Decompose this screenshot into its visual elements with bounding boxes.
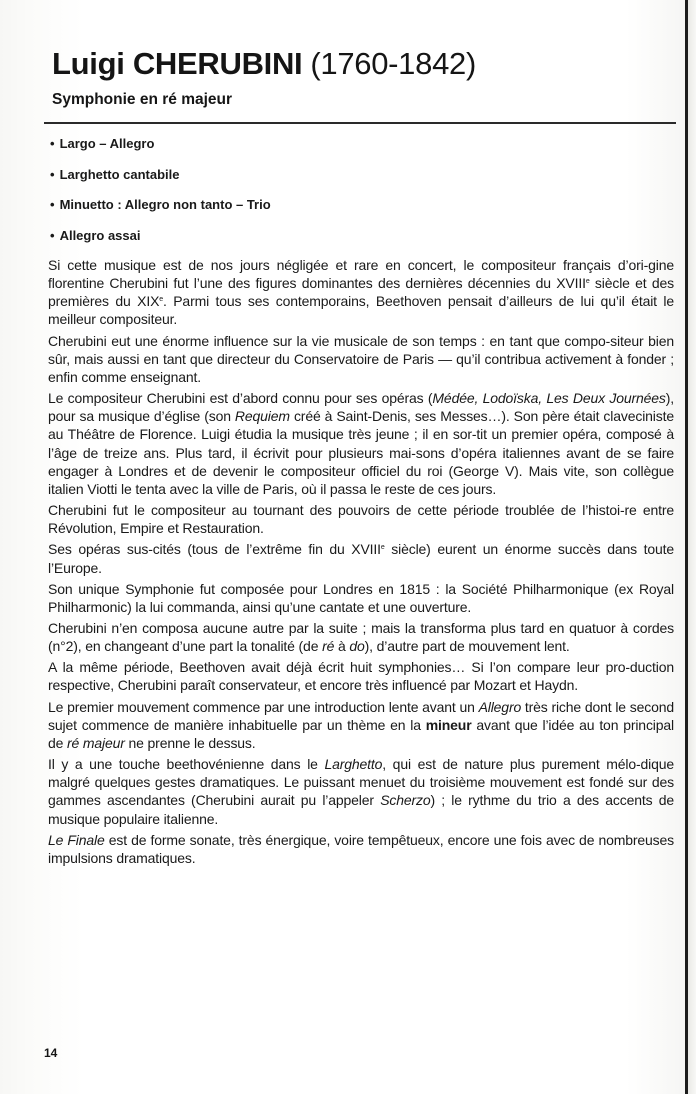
movement-item — [50, 195, 271, 226]
italic-text: Médée, Lodoïska, Les Deux Journées — [432, 390, 666, 407]
text-run: ), pour sa musique d’église (son — [48, 390, 675, 425]
work-title: Symphonie en ré majeur — [52, 91, 233, 108]
superscript: e — [585, 278, 590, 286]
text-run: Son unique Symphonie fut composée pour Londres en 1815 : la Société Philharmonique (ex Royal Philharmonic) la lui commanda, ainsi qu’une cantate et une ouverture. — [48, 580, 674, 615]
text-run: Cherubini eut une énorme influence sur la vie musicale de son temps : en tant que compo-siteur bien sûr, mais aussi en tant que directeur du Conservatoire de Paris — qu’il contribua activement à fonder ; enfin comme enseignant. — [48, 332, 674, 385]
paragraph — [48, 698, 674, 752]
bullet-icon: • — [50, 136, 55, 151]
movement-label: Larghetto cantabile — [59, 166, 180, 182]
paragraph — [48, 580, 674, 616]
italic-text: Scherzo — [380, 792, 431, 809]
page-title — [52, 44, 476, 84]
text-run: Le compositeur Cherubini est d’abord connu pour ses opéras ( — [48, 390, 433, 407]
text-run: Ses opéras sus-cités (tous de l’extrême fin du XVIII — [48, 541, 381, 558]
movement-item — [50, 134, 271, 165]
italic-text: ré majeur — [67, 734, 125, 751]
paragraph — [48, 831, 674, 867]
bullet-icon: • — [50, 197, 55, 212]
header-rule — [44, 122, 676, 124]
text-run: ne prenne le dessus. — [124, 734, 256, 751]
paragraph — [48, 389, 674, 498]
page-edge-line — [685, 0, 688, 1094]
text-run: ), d’autre part de mouvement lent. — [364, 638, 570, 655]
text-run: Cherubini n’en composa aucune autre par la suite ; mais la transforma plus tard en quatuor à cordes (n°2), en changeant d’une part la tonalité (de — [48, 619, 674, 655]
superscript: e — [380, 544, 385, 552]
composer-dates: (1760-1842) — [310, 46, 476, 81]
text-run: siècle) eurent un énorme succès dans toute l’Europe. — [48, 541, 674, 576]
paragraph — [48, 540, 674, 576]
composer-name: Luigi CHERUBINI — [52, 46, 303, 81]
movement-item — [50, 226, 271, 257]
movement-item — [50, 165, 271, 196]
paragraph — [48, 332, 674, 386]
text-run: Il y a une touche beethovénienne dans le — [48, 756, 325, 773]
bullet-icon: • — [50, 166, 55, 182]
italic-text: Allegro — [478, 698, 522, 715]
italic-text: Larghetto — [324, 756, 383, 773]
text-run: à — [334, 638, 350, 655]
movement-label: Minuetto : Allegro non tanto – Trio — [59, 197, 271, 212]
text-run: créé à Saint-Denis, ses Messes…). Son père était claveciniste au Théâtre de Florence. Luigi étudia la musique très jeune ; il en sor-tit un premier opéra, composé à l’âge de treize ans. Plus tard, il écrivit pour plusieurs mai-sons d’opéra italiennes avant de se faire engager à Londres et de devenir le compositeur officiel du roi (George V). Mais vite, son collègue italien Viotti le tenta avec la ville de Paris, où il passa le reste de ces jours. — [48, 408, 674, 497]
text-run: siècle et des premières du XIX — [48, 275, 674, 310]
paragraph — [48, 256, 674, 329]
body-text — [48, 256, 674, 870]
italic-text: do — [349, 638, 365, 655]
text-run: avant que l’idée au ton principal de — [48, 716, 674, 751]
paragraph — [48, 619, 674, 655]
paragraph — [48, 501, 674, 537]
movement-label: Largo – Allegro — [59, 136, 155, 151]
text-run: Si cette musique est de nos jours négligée et rare en concert, le compositeur français d’ori-gine florentine Cherubini fut l’une des figures dominantes des dernières décennies du XVIII — [48, 257, 674, 292]
text-run: . Parmi tous ses contemporains, Beethoven pensait d’ailleurs de lui qu’il était le meilleur compositeur. — [48, 293, 674, 328]
italic-text: Le Finale — [48, 831, 105, 848]
movement-label: Allegro assai — [59, 227, 141, 243]
text-run: , qui est de nature plus purement mélo-dique malgré quelques gestes dramatiques. Le puissant menuet du troisième mouvement est fondé sur des gammes ascendantes (Cherubini aurait pu l’appeler — [48, 756, 674, 809]
bullet-icon: • — [50, 227, 55, 243]
page-number: 14 — [44, 1046, 58, 1060]
page-edge-shadow — [688, 0, 696, 1094]
text-run: très riche dont le second sujet commence de manière inhabituelle par un thème en la — [48, 698, 674, 733]
superscript: e — [159, 296, 164, 304]
text-run: Le premier mouvement commence par une introduction lente avant un — [48, 698, 479, 715]
italic-text: Requiem — [234, 408, 290, 425]
italic-text: ré — [322, 638, 335, 655]
text-run: ) ; le rythme du trio a des accents de musique populaire italienne. — [48, 792, 674, 827]
bold-text: mineur — [425, 716, 472, 733]
paragraph — [48, 658, 674, 694]
text-run: est de forme sonate, très énergique, voire tempêtueux, encore une fois avec de nombreuses impulsions dramatiques. — [48, 831, 674, 866]
movement-list — [50, 134, 271, 256]
text-run: A la même période, Beethoven avait déjà écrit huit symphonies… Si l’on compare leur pro-duction respective, Cherubini paraît conservateur, et encore très influencé par Mozart et Haydn. — [48, 659, 674, 694]
paragraph — [48, 755, 674, 828]
text-run: Cherubini fut le compositeur au tournant des pouvoirs de cette période troublée de l’histoi-re entre Révolution, Empire et Restauration. — [48, 502, 674, 537]
